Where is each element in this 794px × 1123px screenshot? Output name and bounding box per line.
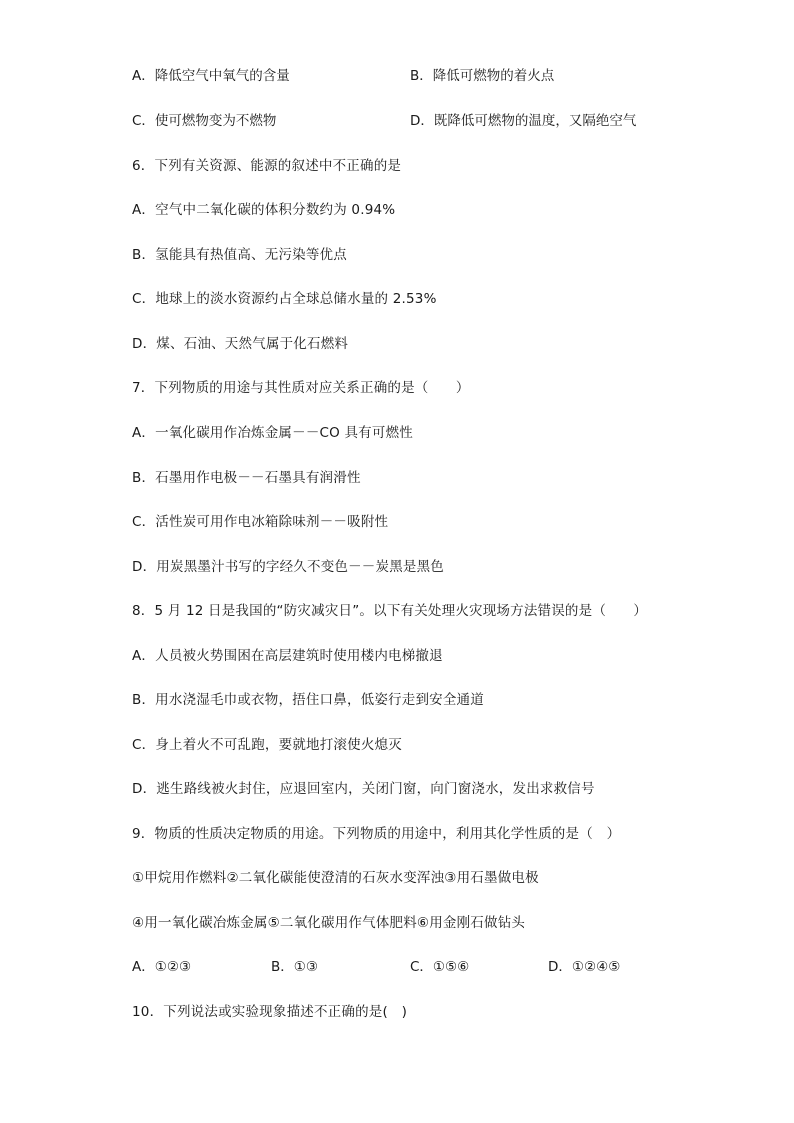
q6-option-a: A．空气中二氧化碳的体积分数约为 0.94% [132, 202, 396, 218]
q6-option-c: C．地球上的淡水资源约占全球总储水量的 2.53% [132, 291, 437, 307]
q9-statements-2: ④用一氧化碳冶炼金属⑤二氧化碳用作气体肥料⑥用金刚石做钻头 [132, 915, 526, 931]
q9-option-c: C．①⑤⑥ [410, 959, 470, 975]
q5-option-b: B．降低可燃物的着火点 [410, 68, 555, 84]
q8-option-c: C．身上着火不可乱跑，要就地打滚使火熄灭 [132, 737, 402, 753]
q9-stem: 9．物质的性质决定物质的用途。下列物质的用途中，利用其化学性质的是（ ） [132, 826, 621, 842]
q6-option-b: B．氢能具有热值高、无污染等优点 [132, 247, 347, 263]
q7-option-b: B．石墨用作电极－－石墨具有润滑性 [132, 470, 361, 486]
q7-stem: 7．下列物质的用途与其性质对应关系正确的是（ ） [132, 380, 470, 396]
q5-option-c: C．使可燃物变为不燃物 [132, 113, 277, 129]
q8-stem: 8．5 月 12 日是我国的“防灾减灾日”。以下有关处理火灾现场方法错误的是（ ） [132, 603, 648, 619]
q8-option-a: A．人员被火势围困在高层建筑时使用楼内电梯撤退 [132, 648, 443, 664]
q5-option-d: D．既降低可燃物的温度，又隔绝空气 [410, 113, 637, 129]
q6-option-d: D．煤、石油、天然气属于化石燃料 [132, 336, 349, 352]
q6-stem: 6．下列有关资源、能源的叙述中不正确的是 [132, 158, 402, 174]
q9-option-d: D．①②④⑤ [548, 959, 621, 975]
q7-option-c: C．活性炭可用作电冰箱除味剂－－吸附性 [132, 514, 389, 530]
q8-option-b: B．用水浇湿毛巾或衣物，捂住口鼻，低姿行走到安全通道 [132, 692, 484, 708]
q10-stem: 10．下列说法或实验现象描述不正确的是( ) [132, 1004, 408, 1020]
q9-statements-1: ①甲烷用作燃料②二氧化碳能使澄清的石灰水变浑浊③用石墨做电极 [132, 870, 539, 886]
q7-option-a: A．一氧化碳用作冶炼金属－－CO 具有可燃性 [132, 425, 413, 441]
q9-option-b: B．①③ [271, 959, 318, 975]
q9-option-a: A．①②③ [132, 959, 192, 975]
q7-option-d: D．用炭黑墨汁书写的字经久不变色－－炭黑是黑色 [132, 559, 444, 575]
q5-option-a: A．降低空气中氧气的含量 [132, 68, 290, 84]
q8-option-d: D．逃生路线被火封住，应退回室内，关闭门窗，向门窗浇水，发出求救信号 [132, 781, 595, 797]
